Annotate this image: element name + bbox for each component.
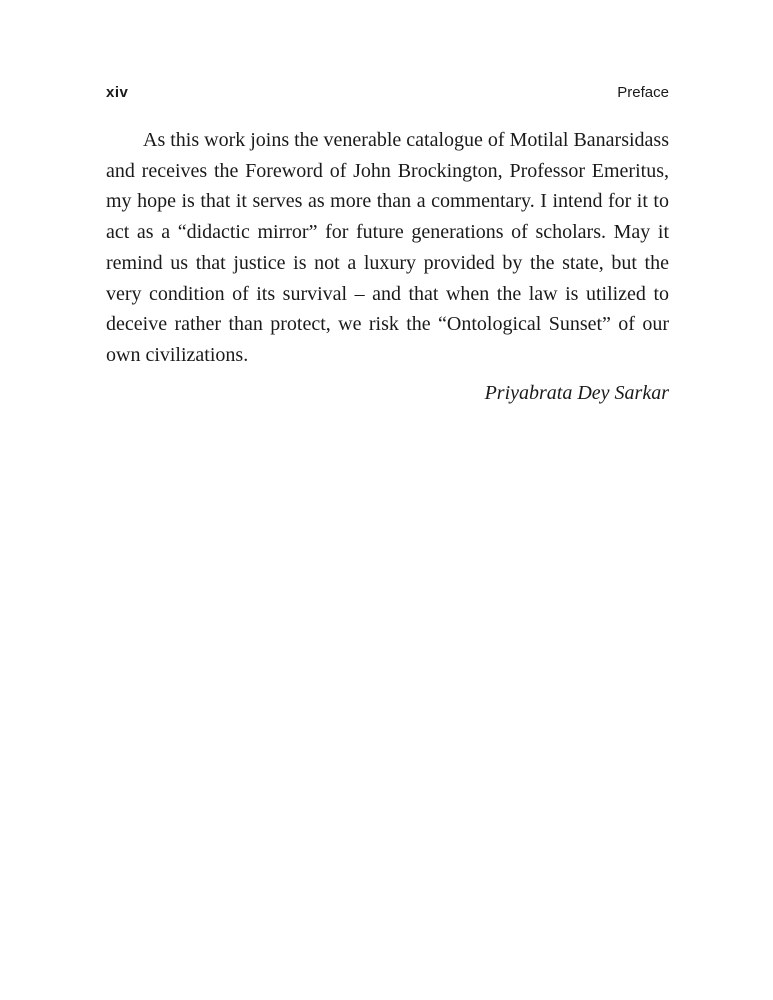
author-signature: Priyabrata Dey Sarkar xyxy=(484,382,669,404)
page-number: xiv xyxy=(106,84,129,101)
section-title: Preface xyxy=(617,84,669,101)
running-head xyxy=(106,84,669,106)
preface-paragraph: As this work joins the venerable catalogue of Motilal Banarsidass and receives the Foreword of John Brockington, Professor Emeritus, my hope is that it serves as more than a commentary. I intend for it to act as a “didactic mirror” for future generations of scholars. May it remind us that justice is not a luxury provided by the state, but the very condition of its survival – and that when the law is utilized to deceive rather than protect, we risk the “Ontological Sunset” of our own civilizations. xyxy=(106,129,669,366)
